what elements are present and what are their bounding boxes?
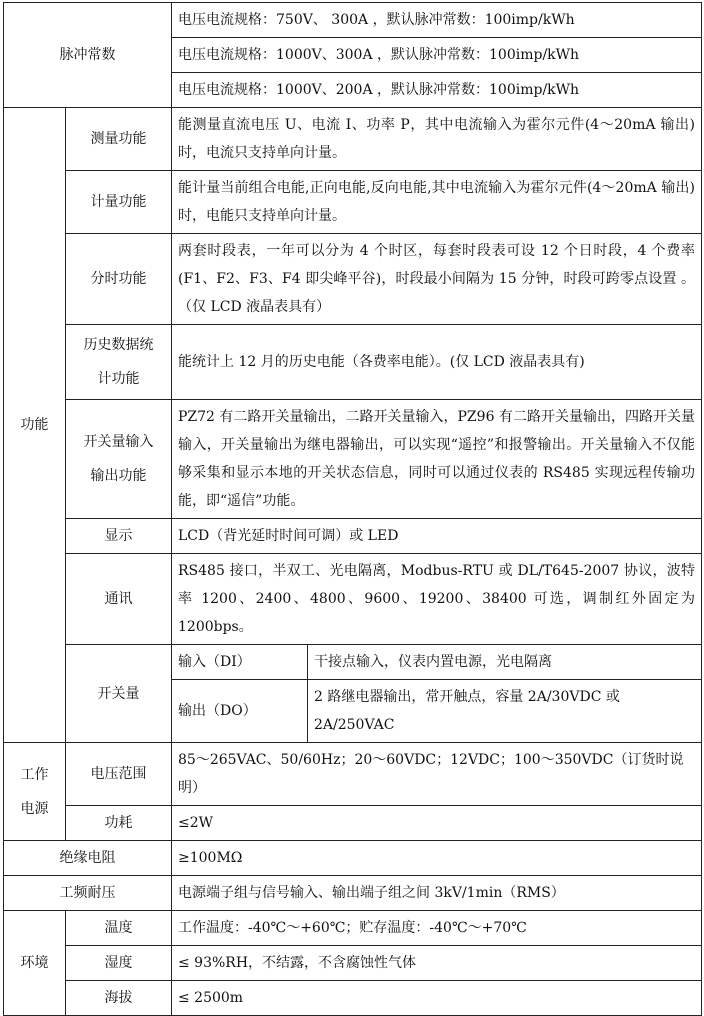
- withstand-row: [4, 876, 702, 911]
- voltage-text: 85～265VAC、50/60Hz；20～60VDC；12VDC；100～350VDC（订货时说明）: [172, 743, 702, 806]
- metering-label: 计量功能: [66, 171, 172, 234]
- consumption-label: 功耗: [66, 806, 172, 841]
- pulse-spec-1: 电压电流规格：750V、 300A ，默认脉冲常数：100imp/kWh: [172, 3, 702, 38]
- history-text: 能统计上 12 月的历史电能（各费率电能）。(仅 LCD 液晶表具有): [172, 325, 702, 400]
- pulse-label: 脉冲常数: [4, 3, 172, 108]
- altitude-label: 海拔: [66, 981, 172, 1016]
- measure-text: 能测量直流电压 U、电流 I、功率 P，其中电流输入为霍尔元件(4～20mA 输出)时，电流只支持单向计量。: [172, 108, 702, 171]
- function-comm-row: [4, 554, 702, 645]
- spec-table: [3, 2, 702, 1016]
- history-label: [84, 328, 154, 396]
- power-label-line1: 工作: [20, 766, 49, 783]
- switch-input-text: 干接点输入，仪表内置电源，光电隔离: [308, 645, 702, 680]
- switch-output-label: 输出（DO）: [172, 680, 308, 743]
- function-switch-in-row: [4, 645, 702, 680]
- pulse-spec-3: 电压电流规格：1000V、200A ，默认脉冲常数：100imp/kWh: [172, 73, 702, 108]
- power-consumption-row: [4, 806, 702, 841]
- switch-output-text: 2 路继电器输出，常开触点，容量 2A/30VDC 或 2A/250VAC: [308, 680, 702, 743]
- env-humidity-row: [4, 946, 702, 981]
- function-switch-io-row: [4, 400, 702, 519]
- insulation-row: [4, 841, 702, 876]
- switch-label: 开关量: [66, 645, 172, 743]
- humidity-label: 湿度: [66, 946, 172, 981]
- comm-text: RS485 接口，半双工、光电隔离，Modbus-RTU 或 DL/T645-2007 协议，波特率 1200、2400、4800、9600、19200、38400 可选，调制红外固定为 1200bps。: [172, 554, 702, 645]
- altitude-text: ≤ 2500m: [172, 981, 702, 1016]
- measure-label: 测量功能: [66, 108, 172, 171]
- switch-io-label: [84, 425, 154, 493]
- pulse-spec-2: 电压电流规格：1000V、300A ，默认脉冲常数：100imp/kWh: [172, 38, 702, 73]
- history-label-cell: [66, 325, 172, 400]
- display-label: 显示: [66, 519, 172, 554]
- display-text: LCD（背光延时时间可调）或 LED: [172, 519, 702, 554]
- humidity-text: ≤ 93%RH，不结露，不含腐蚀性气体: [172, 946, 702, 981]
- function-label: 功能: [4, 108, 66, 743]
- withstand-text: 电源端子组与信号输入、输出端子组之间 3kV/1min（RMS）: [172, 876, 702, 911]
- env-temperature-row: [4, 911, 702, 946]
- power-label: [21, 758, 49, 826]
- environment-label: 环境: [4, 911, 66, 1016]
- insulation-label: 绝缘电阻: [4, 841, 172, 876]
- history-label-line1: 历史数据统: [83, 337, 154, 353]
- consumption-text: ≤2W: [172, 806, 702, 841]
- withstand-label: 工频耐压: [4, 876, 172, 911]
- temperature-text: 工作温度：-40℃～+60℃；贮存温度：-40℃～+70℃: [172, 911, 702, 946]
- power-label-line2: 电源: [20, 800, 49, 817]
- voltage-label: 电压范围: [66, 743, 172, 806]
- temperature-label: 温度: [66, 911, 172, 946]
- function-measure-row: [4, 108, 702, 171]
- tou-label: 分时功能: [66, 234, 172, 325]
- function-history-row: [4, 325, 702, 400]
- function-tou-row: [4, 234, 702, 325]
- comm-label: 通讯: [66, 554, 172, 645]
- power-voltage-row: [4, 743, 702, 806]
- history-label-line2: 计功能: [97, 371, 140, 387]
- insulation-text: ≥100MΩ: [172, 841, 702, 876]
- metering-text: 能计量当前组合电能,正向电能,反向电能,其中电流输入为霍尔元件(4～20mA 输出)时，电能只支持单向计量。: [172, 171, 702, 234]
- env-altitude-row: [4, 981, 702, 1016]
- power-label-cell: [4, 743, 66, 841]
- pulse-row-1: [4, 3, 702, 38]
- switch-io-label-line1: 开关量输入: [83, 434, 154, 450]
- function-display-row: [4, 519, 702, 554]
- switch-io-text: PZ72 有二路开关量输出，二路开关量输入，PZ96 有二路开关量输出，四路开关量输入，开关量输出为继电器输出，可以实现“遥控”和报警输出。开关量输入不仅能够采集和显示本地的开关状态信息，同时可以通过仪表的 RS485 实现远程传输功能，即“遥信”功能。: [172, 400, 702, 519]
- switch-input-label: 输入（DI）: [172, 645, 308, 680]
- switch-io-label-line2: 输出功能: [90, 468, 147, 484]
- tou-text: 两套时段表，一年可以分为 4 个时区，每套时段表可设 12 个日时段，4 个费率(F1、F2、F3、F4 即尖峰平谷)，时段最小间隔为 15 分钟，时段可跨零点设置 。（仅 LCD 液晶表具有）: [172, 234, 702, 325]
- switch-io-label-cell: [66, 400, 172, 519]
- function-metering-row: [4, 171, 702, 234]
